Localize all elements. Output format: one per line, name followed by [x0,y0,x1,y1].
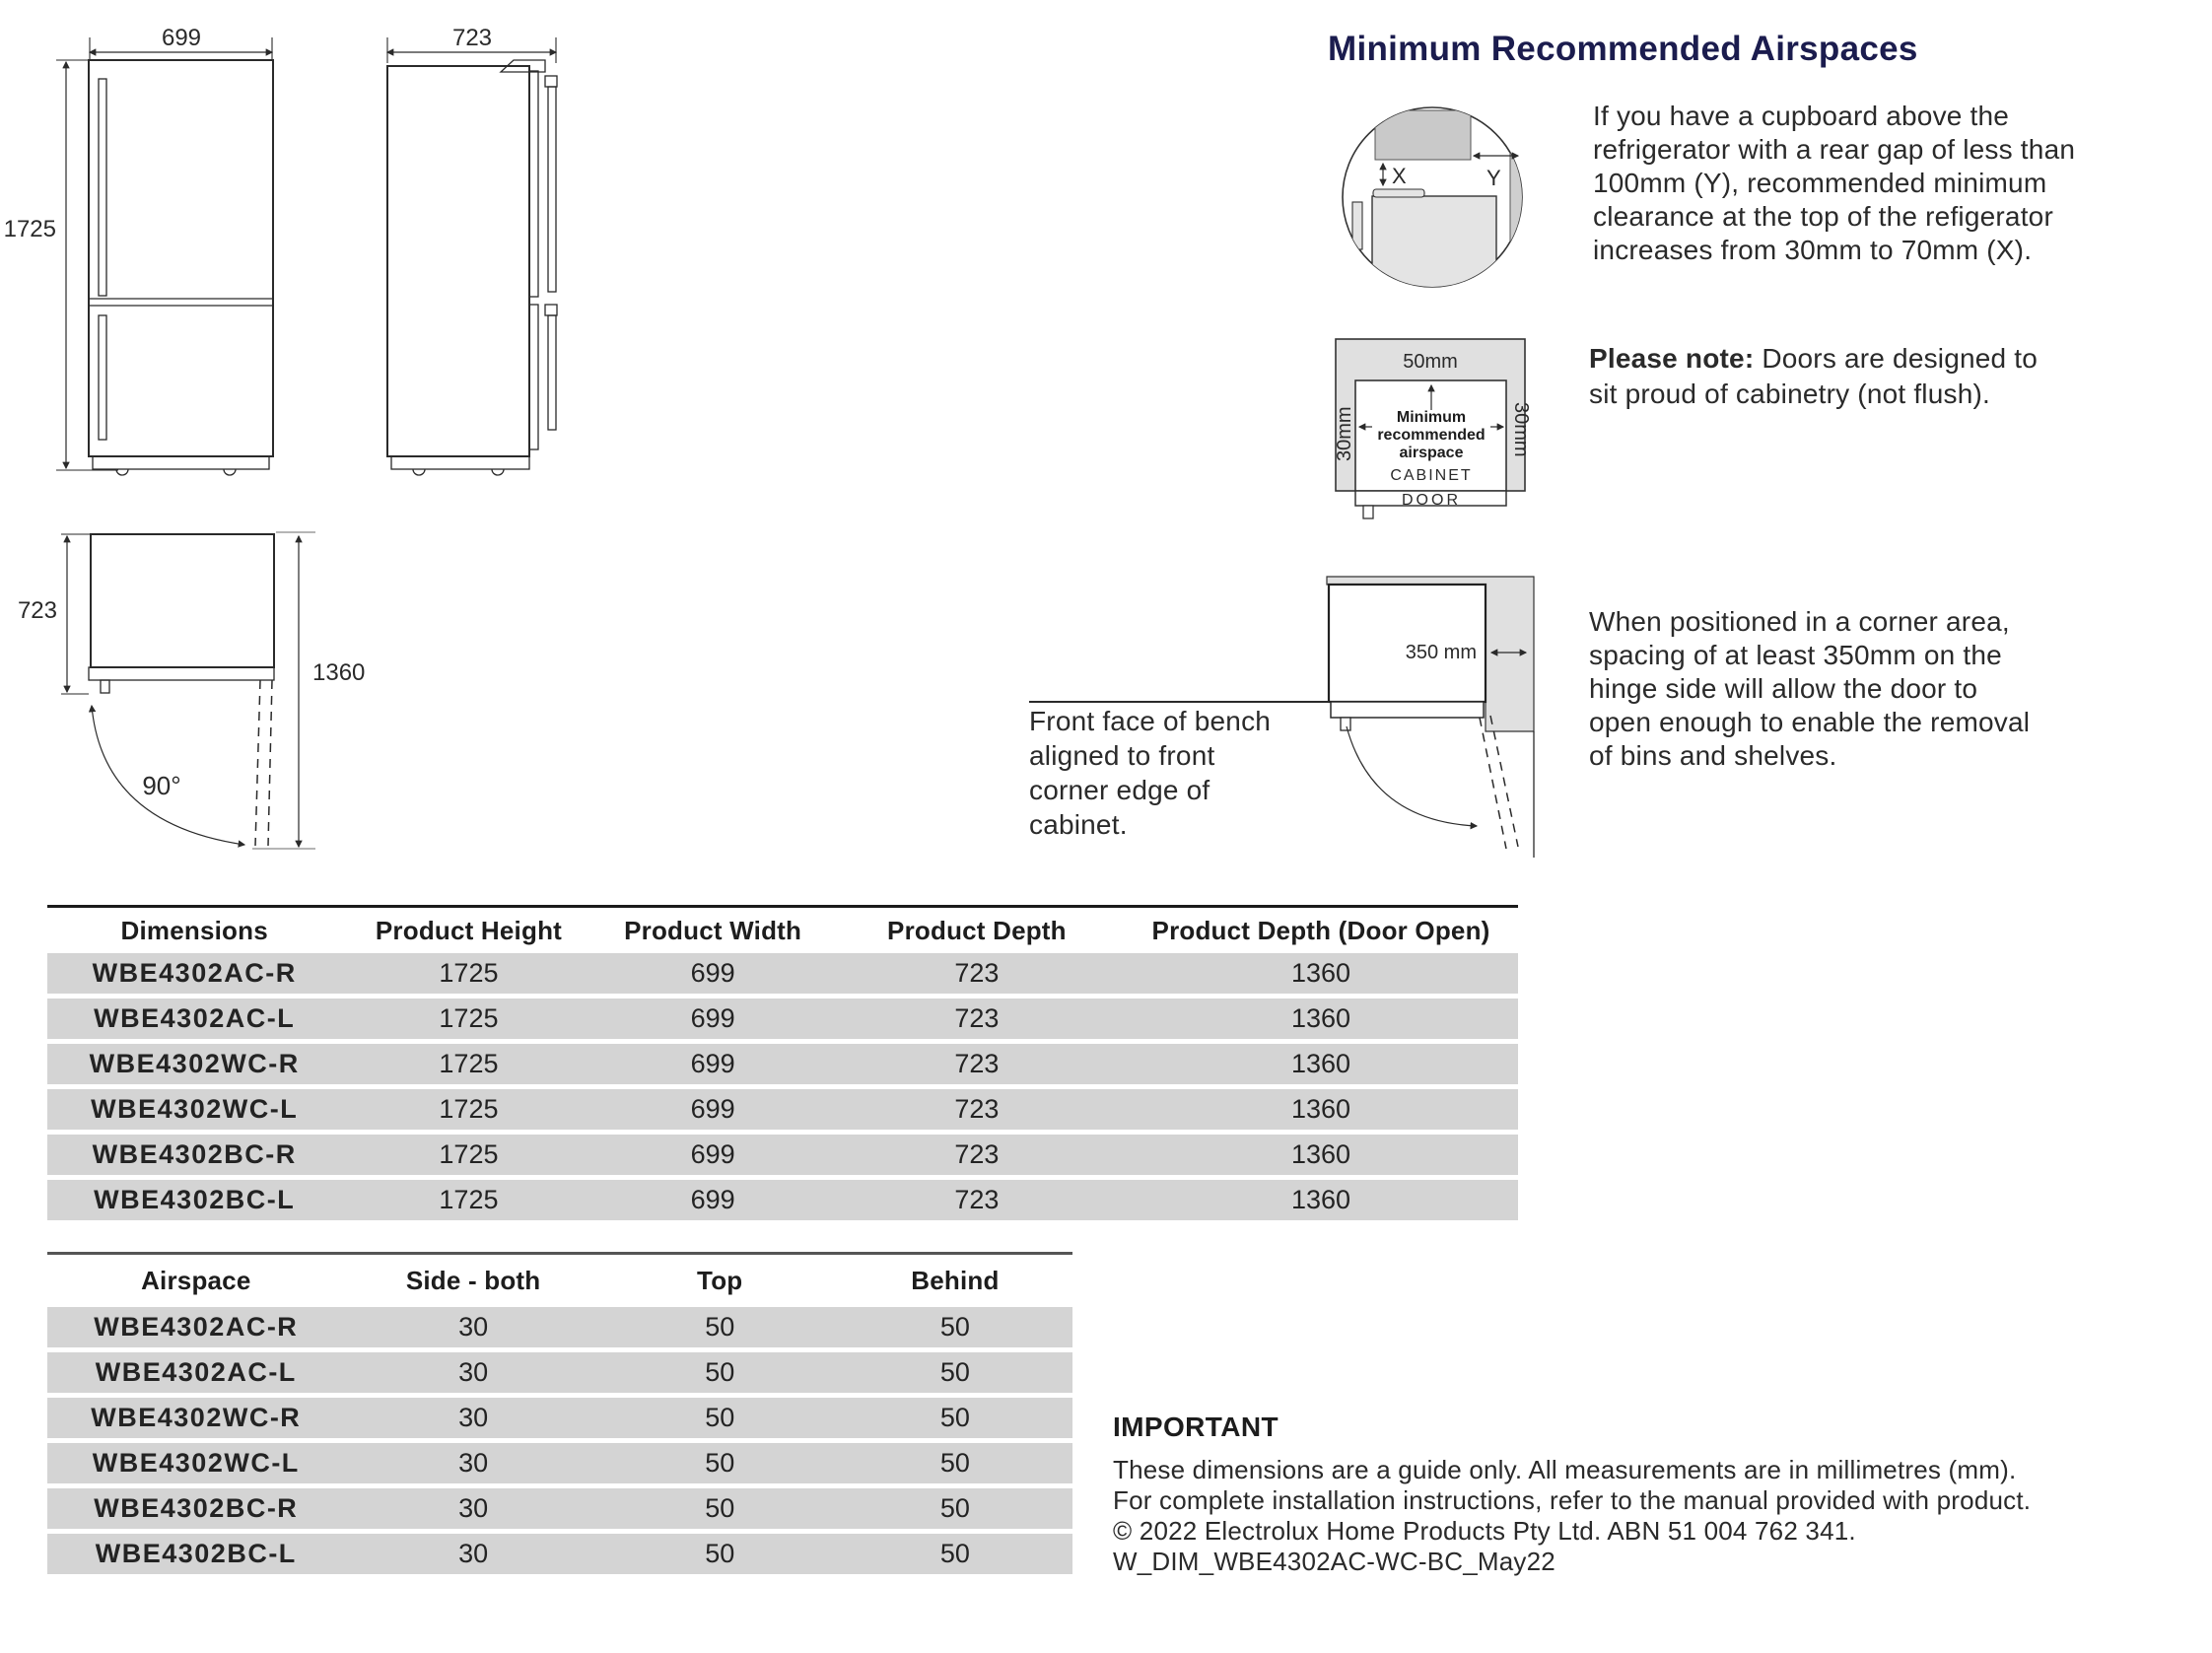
cupboard-note-line: 100mm (Y), recommended minimum [1593,168,2047,198]
upper-door-edge [529,71,538,297]
table-row [47,1398,1072,1438]
value-cell: 1360 [1290,1139,1351,1169]
value-cell: 1725 [439,1185,499,1214]
model-cell: WBE4302WC-R [91,1403,302,1432]
column-header: Behind [911,1266,1000,1295]
value-cell: 723 [954,1094,1000,1124]
lower-handle-side [548,315,556,430]
door-open-depth-label: 1360 [312,659,366,686]
upper-handle-side [548,87,556,292]
value-cell: 50 [939,1403,970,1432]
front-view-diagram [4,25,273,475]
value-cell: 723 [954,1049,1000,1078]
corner-note-line: open enough to enable the removal [1589,707,2031,737]
value-cell: 723 [954,1139,1000,1169]
value-cell: 1360 [1290,1094,1351,1124]
value-cell: 699 [690,1094,735,1124]
right-airspace-label: 30mm [1510,402,1532,457]
top-view-diagram [18,532,365,849]
column-header: Airspace [141,1266,251,1295]
value-cell: 723 [954,958,1000,988]
value-cell: 723 [954,1185,1000,1214]
bench-note-line: Front face of bench [1029,706,1272,736]
model-cell: WBE4302AC-L [95,1357,297,1387]
model-cell: WBE4302AC-R [92,958,297,988]
value-cell: 1725 [439,1003,499,1033]
bench-note-line: corner edge of [1029,775,1210,805]
lower-door-edge [529,305,538,449]
model-cell: WBE4302AC-L [94,1003,296,1033]
model-cell: WBE4302WC-R [89,1049,300,1078]
cupboard-note-line: refrigerator with a rear gap of less than [1593,134,2076,165]
value-cell: 30 [458,1403,489,1432]
value-cell: 30 [458,1539,489,1568]
door-swing-angle-label: 90° [142,771,181,800]
airspace-line-1: Minimum [1396,409,1467,426]
please-note [1589,341,2180,412]
value-cell: 699 [690,1139,735,1169]
gap-y-label: Y [1486,166,1501,190]
bench-note-line: cabinet. [1029,809,1128,840]
important-heading: IMPORTANT [1113,1412,1279,1442]
value-cell: 30 [458,1448,489,1478]
important-notes [1113,1455,2031,1577]
airspace-line-2: recommended [1377,427,1486,444]
corner-note-line: spacing of at least 350mm on the [1589,640,2002,670]
model-cell: WBE4302WC-L [91,1094,299,1124]
side-depth-label: 723 [451,25,493,51]
important-line: W_DIM_WBE4302AC-WC-BC_May22 [1113,1547,1555,1576]
table-row [47,1534,1072,1574]
value-cell: 699 [690,958,735,988]
table-row [47,1307,1072,1347]
value-cell: 30 [458,1312,489,1342]
model-cell: WBE4302BC-L [95,1539,297,1568]
table-row [47,1135,1518,1175]
value-cell: 723 [954,1003,1000,1033]
table-row [47,1443,1072,1483]
important-line: For complete installation instructions, refer to the manual provided with product. [1113,1485,2032,1515]
value-cell: 1360 [1290,1003,1351,1033]
value-cell: 1360 [1290,1185,1351,1214]
airspace-line-3: airspace [1399,445,1464,461]
gap-x-label: X [1392,164,1407,188]
rear-wall-block [1510,150,1532,258]
dimensions-table [47,905,1518,1225]
value-cell: 699 [690,1049,735,1078]
page-title: Minimum Recommended Airspaces [1328,30,1918,68]
please-note-bold: Please note: [1589,343,1755,374]
airspace-table [47,1252,1072,1579]
table-row [47,953,1518,994]
value-cell: 1360 [1290,1049,1351,1078]
top-airspace-label: 50mm [1403,351,1458,373]
please-note-line-1 [1589,341,2180,377]
fridge-corner-door [1331,702,1484,718]
model-cell: WBE4302BC-R [94,1493,299,1523]
value-cell: 1725 [439,1049,499,1078]
value-cell: 1725 [439,1094,499,1124]
value-cell: 50 [939,1312,970,1342]
value-cell: 699 [690,1003,735,1033]
corner-door-swing-arc [1347,726,1477,826]
cupboard-note-line: increases from 30mm to 70mm (X). [1593,235,2033,265]
front-width-label: 699 [161,25,202,51]
value-cell: 50 [939,1448,970,1478]
model-cell: WBE4302BC-L [94,1185,296,1214]
model-cell: WBE4302AC-R [94,1312,299,1342]
value-cell: 50 [939,1539,970,1568]
corner-note-line: hinge side will allow the door to [1589,673,1978,704]
value-cell: 50 [705,1403,735,1432]
value-cell: 30 [458,1357,489,1387]
column-header: Product Width [624,915,802,945]
value-cell: 50 [939,1357,970,1387]
fridge-top-body [91,534,274,667]
important-line: © 2022 Electrolux Home Products Pty Ltd. ABN 51 004 762 341. [1113,1516,1856,1546]
column-header: Top [697,1266,743,1295]
value-cell: 50 [705,1357,735,1387]
corner-spacing-label: 350 mm [1405,642,1477,663]
fridge-front-body [89,60,273,456]
door-closed-top [89,667,274,680]
cupboard-airspace-diagram [1343,107,1532,290]
cupboard-note [1593,100,2184,267]
value-cell: 50 [705,1493,735,1523]
top-depth-label: 723 [17,597,57,624]
fridge-side-body [387,66,529,456]
value-cell: 1725 [439,1139,499,1169]
value-cell: 50 [705,1448,735,1478]
column-header: Side - both [405,1266,541,1295]
model-cell: WBE4302BC-R [92,1139,297,1169]
table-row [47,1044,1518,1084]
value-cell: 50 [705,1312,735,1342]
corner-note-line: of bins and shelves. [1589,740,1837,771]
table-header-row [47,1255,1072,1307]
fridge-block [1372,196,1496,290]
table-row [47,1180,1518,1220]
table-row [47,1488,1072,1529]
cabinet-label: CABINET [1390,467,1473,484]
table-header-row [47,908,1518,953]
table-row [47,999,1518,1039]
bench-note-line: aligned to front [1029,740,1215,771]
cupboard-note-line: clearance at the top of the refigerator [1593,201,2053,232]
kick-plate [93,456,269,469]
value-cell: 1725 [439,958,499,988]
corner-note-line: When positioned in a corner area, [1589,606,2010,637]
left-airspace-label: 30mm [1334,406,1355,461]
value-cell: 30 [458,1493,489,1523]
please-note-line-2: sit proud of cabinetry (not flush). [1589,379,1990,409]
value-cell: 50 [705,1539,735,1568]
value-cell: 50 [939,1493,970,1523]
cupboard-note-line: If you have a cupboard above the [1593,101,2010,131]
column-header: Dimensions [120,915,268,945]
hinge-nub [101,680,109,693]
model-cell: WBE4302WC-L [92,1448,300,1478]
front-height-label: 1725 [3,216,56,242]
clearance-airspace-diagram [1334,339,1532,518]
table-row [47,1089,1518,1130]
column-header: Product Depth [887,915,1067,945]
please-note-rest: Doors are designed to [1754,343,2039,374]
table-row [47,1352,1072,1393]
bench-note [1029,704,1345,842]
value-cell: 699 [690,1185,735,1214]
column-header: Product Depth (Door Open) [1151,915,1490,945]
important-line: These dimensions are a guide only. All measurements are in millimetres (mm). [1113,1455,2017,1484]
corner-note [1589,605,2180,773]
value-cell: 1360 [1290,958,1351,988]
side-view-diagram [387,25,557,475]
door-label: DOOR [1402,492,1461,509]
column-header: Product Height [375,915,563,945]
